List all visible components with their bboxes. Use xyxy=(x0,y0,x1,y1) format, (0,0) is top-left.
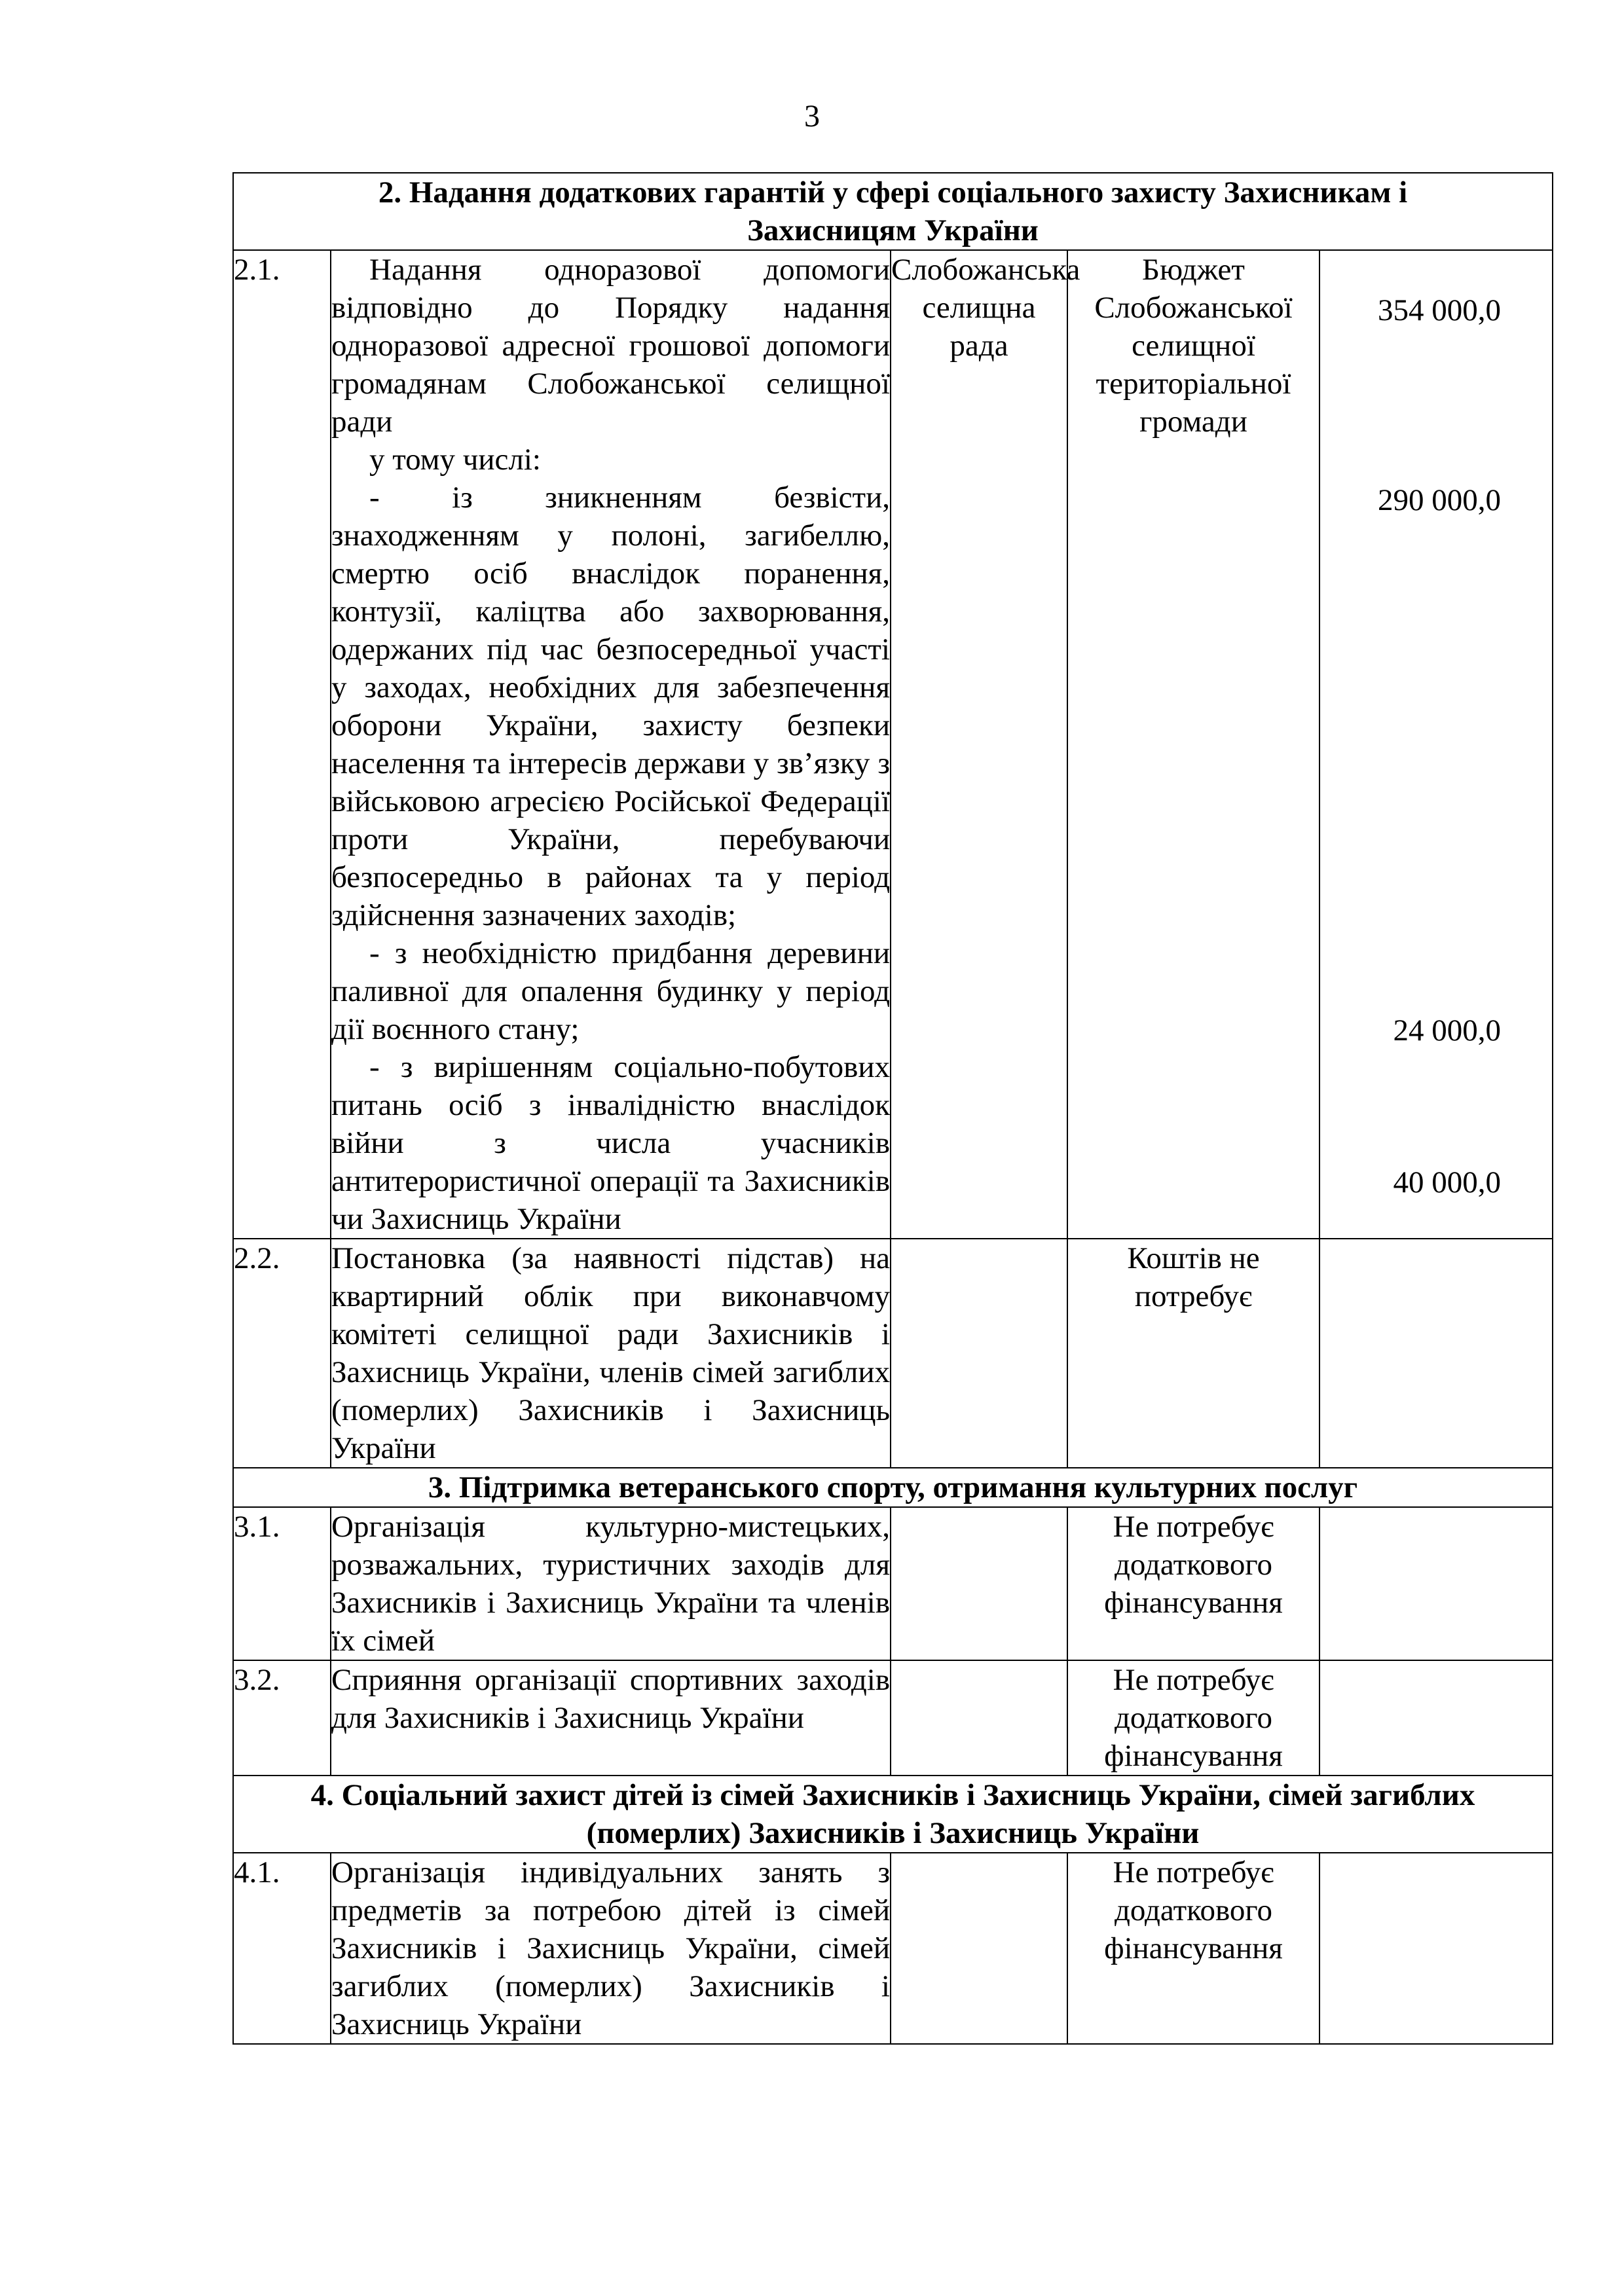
description-subitem: - із зникненням безвісти, знаходженням у полоні, загибеллю, смертю осіб внаслідок поранення, контузії, каліцтва або захворювання, одержаних під час безпосередньої участі у заходах, необхідних для забезпечення оборони України, захисту безпеки населення та інтересів держави у зв’язку з військовою агресією Російської Федерації проти України, перебуваючи безпосередньо в районах та у період здійснення зазначених заходів; xyxy=(331,481,890,932)
executor-cell: Слобожанська селищна рада xyxy=(891,250,1067,1239)
row-number: 4.1. xyxy=(233,1853,331,2044)
row-number: 3.1. xyxy=(233,1507,331,1660)
executor-cell xyxy=(891,1660,1067,1776)
funding-source-cell: Не потребує додаткового фінансування xyxy=(1067,1853,1320,2044)
section-title-line: 2. Надання додаткових гарантій у сфері соціального захисту Захисникам і xyxy=(378,175,1408,210)
amount-cell xyxy=(1320,1853,1553,2044)
table-row xyxy=(233,1853,1553,2044)
row-number: 2.2. xyxy=(233,1239,331,1468)
table-row xyxy=(233,1507,1553,1660)
page-number: 3 xyxy=(804,99,820,134)
amount-cell xyxy=(1320,1660,1553,1776)
row-description xyxy=(331,1507,891,1660)
funding-source-cell: Коштів не потребує xyxy=(1067,1239,1320,1468)
description-text: Організація індивідуальних занять з предметів за потребою дітей із сімей Захисників і Захисниць України, сімей загиблих (померлих) Захисників і Захисниць України xyxy=(331,1855,890,2041)
section-header-2 xyxy=(233,173,1553,250)
row-description xyxy=(331,250,891,1239)
description-including: у тому числі: xyxy=(369,443,541,477)
row-number: 3.2. xyxy=(233,1660,331,1776)
table-row xyxy=(233,250,1553,1239)
row-description xyxy=(331,1853,891,2044)
description-subitem: - з необхідністю придбання деревини паливної для опалення будинку у період дії воєнного стану; xyxy=(331,936,890,1046)
row-number: 2.1. xyxy=(233,250,331,1239)
measures-table xyxy=(232,172,1553,2045)
section-header-4 xyxy=(233,1776,1553,1853)
amount-subitem: 40 000,0 xyxy=(1393,1165,1502,1199)
amount-subitem: 24 000,0 xyxy=(1393,1013,1502,1048)
description-text: Постановка (за наявності підстав) на квартирний облік при виконавчому комітеті селищної ради Захисників і Захисниць України, членів сімей загиблих (померлих) Захисників і Захисниць України xyxy=(331,1241,890,1465)
funding-source-cell: Бюджет Слобожанської селищної територіальної громади xyxy=(1067,250,1320,1239)
executor-cell xyxy=(891,1853,1067,2044)
funding-source-cell: Не потребує додаткового фінансування xyxy=(1067,1660,1320,1776)
section-title: 3. Підтримка ветеранського спорту, отримання культурних послуг xyxy=(233,1468,1553,1507)
section-title-line: Захисницям України xyxy=(747,213,1039,247)
row-description xyxy=(331,1660,891,1776)
table-row xyxy=(233,1239,1553,1468)
executor-cell xyxy=(891,1239,1067,1468)
row-description xyxy=(331,1239,891,1468)
funding-source-cell: Не потребує додаткового фінансування xyxy=(1067,1507,1320,1660)
section-title-line: (померлих) Захисників і Захисниць України xyxy=(586,1816,1200,1850)
section-title xyxy=(233,1776,1553,1853)
description-main: Надання одноразової допомоги відповідно до Порядку надання одноразової адресної грошової допомоги громадянам Слобожанської селищної ради xyxy=(331,253,890,439)
description-subitem: - з вирішенням соціально-побутових питань осіб з інвалідністю внаслідок війни з числа учасників антитерористичної операції та Захисників чи Захисниць України xyxy=(331,1050,890,1236)
section-header-3 xyxy=(233,1468,1553,1507)
amount-subitem: 290 000,0 xyxy=(1378,483,1502,517)
amount-total: 354 000,0 xyxy=(1378,293,1502,327)
amount-cell xyxy=(1320,250,1553,1239)
section-title xyxy=(233,173,1553,250)
section-title-line: 4. Соціальний захист дітей із сімей Захисників і Захисниць України, сімей загиблих xyxy=(310,1778,1475,1812)
description-text: Сприяння організації спортивних заходів для Захисників і Захисниць України xyxy=(331,1663,890,1735)
table-row xyxy=(233,1660,1553,1776)
description-text: Організація культурно-мистецьких, розважальних, туристичних заходів для Захисників і Захисниць України та членів їх сімей xyxy=(331,1510,890,1658)
executor-cell xyxy=(891,1507,1067,1660)
amount-cell xyxy=(1320,1507,1553,1660)
amount-cell xyxy=(1320,1239,1553,1468)
